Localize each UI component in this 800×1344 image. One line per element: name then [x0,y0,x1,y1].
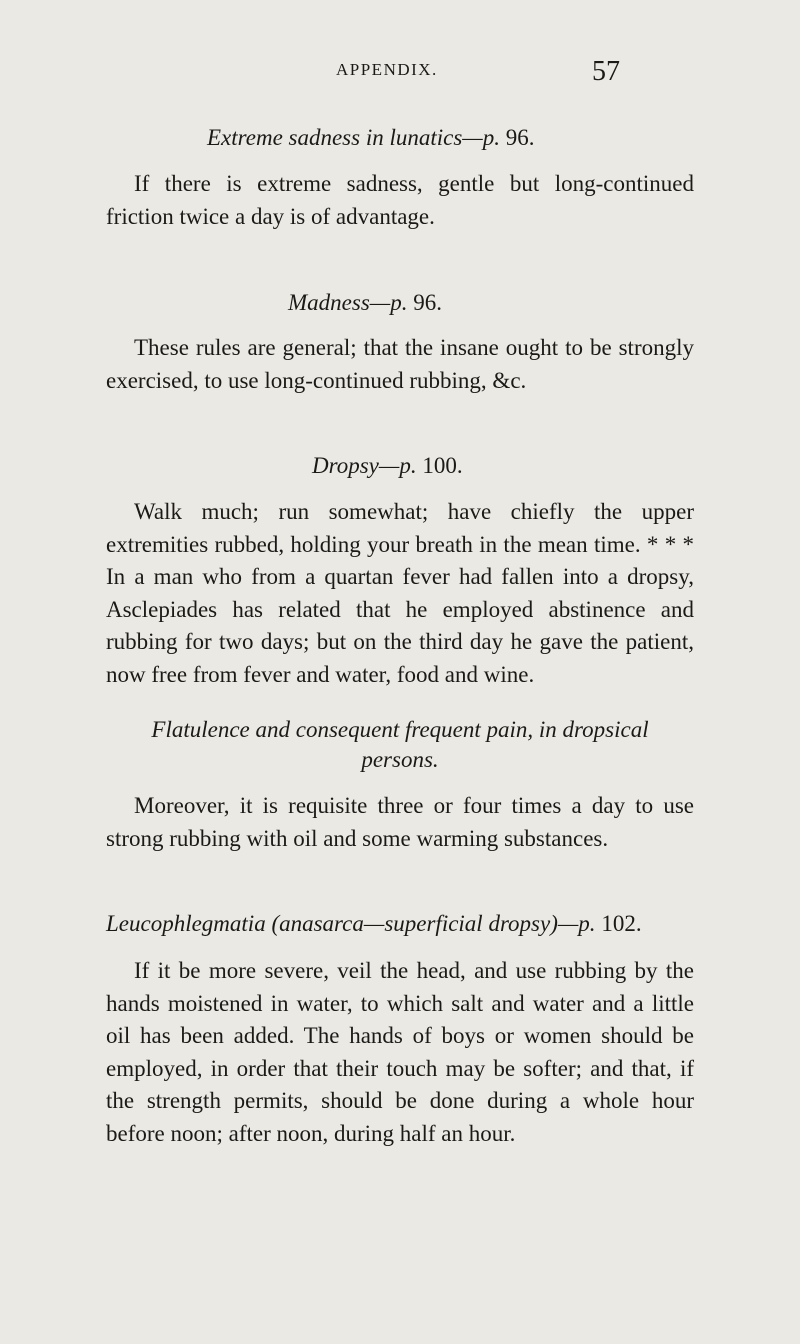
section-heading-leucophlegmatia [106,911,642,937]
heading-page-ref: 102. [601,911,642,936]
heading-page-ref: 96. [505,125,535,150]
heading-text-line1: Flatulence and consequent frequent pain, in dropsical [151,717,649,742]
heading-text: Dropsy—p. [312,453,417,478]
section-heading-dropsy [312,453,463,479]
heading-text-line2: persons. [361,747,439,772]
heading-page-ref: 100. [422,453,463,478]
paragraph-leucophlegmatia: If it be more severe, veil the head, and use rubbing by the hands moistened in water, to which salt and water and a little oil has been added. The hands of boys or women should be employed, in order that their touch may be softer; and that, if the strength permits, should be done during a whole hour before noon; after noon, during half an hour. [106,958,694,1146]
page-number: 57 [592,56,620,87]
heading-page-ref: 96. [413,290,442,315]
paragraph-extreme-sadness: If there is extreme sadness, gentle but long-continued friction twice a day is of advantage. [106,171,694,229]
heading-text: Extreme sadness in lunatics—p. [207,125,501,150]
running-header: APPENDIX. [336,60,438,79]
section-heading-extreme-sadness [207,125,535,151]
section-heading-madness [288,290,442,316]
heading-text: Leucophlegmatia (anasarca—superficial dropsy)—p. [106,911,596,936]
section-heading-flatulence [106,715,694,775]
paragraph-dropsy: Walk much; run somewhat; have chiefly the upper extremities rubbed, holding your breath in the mean time. * * * In a man who from a quartan fever had fallen into a dropsy, Asclepiades has related that he employed abstinence and rubbing for two days; but on the third day he gave the patient, now free from fever and water, food and wine. [106,499,694,687]
paragraph-madness: These rules are general; that the insane ought to be strongly exercised, to use long-continued rubbing, &c. [106,335,694,393]
paragraph-flatulence: Moreover, it is requisite three or four times a day to use strong rubbing with oil and some warming substances. [106,793,694,851]
heading-text: Madness—p. [288,290,408,315]
